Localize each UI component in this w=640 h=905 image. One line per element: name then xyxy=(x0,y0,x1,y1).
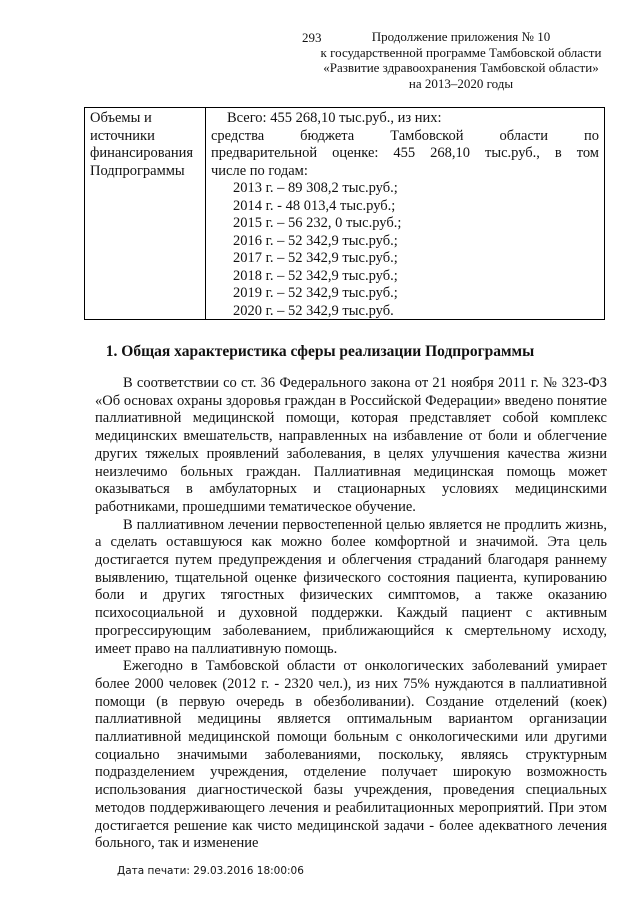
financing-label-line: Объемы и xyxy=(90,110,152,126)
year-amount-item: 2017 г. – 52 342,9 тыс.руб.; xyxy=(233,250,398,266)
appendix-header-line: к государственной программе Тамбовской области xyxy=(320,44,602,60)
year-amount-item: 2014 г. - 48 013,4 тыс.руб.; xyxy=(233,197,396,214)
financing-label-line: финансирования xyxy=(90,145,194,161)
body-paragraph: В соответствии со ст. 36 Федерального закона от 21 ноября 2011 г. № 323-ФЗ «Об основах охраны здоровья граждан в Российской Федерации» введено понятие паллиативной медицинской помощи, которая представляет собой комплекс медицинских вмешательств, направленных на избавление от боли и облегчение других тяжелых проявлений заболевания, в целях улучшения качества жизни неизлечимо больных граждан. Паллиативная медицинская помощь может оказываться в амбулаторных и стационарных условиях медицинскими работниками, прошедшими тематическое обучение. xyxy=(95,375,607,515)
year-amount-item: 2013 г. – 89 308,2 тыс.руб.; xyxy=(233,180,398,196)
body-paragraph: В паллиативном лечении первостепенной целью является не продлить жизнь, а сделать оставшуюся как можно более комфортной и значимой. Эта цель достигается путем предупреждения и облегчения страданий благодаря раннему выявлению, тщательной оценке физического состояния пациента, купированию боли и других тягостных физических симптомов, а также оказанию психосоциальной и духовной поддержки. Каждый пациент с активным прогрессирующим заболеванием, приближающийся к смертельному исходу, имеет право на паллиативную помощь. xyxy=(95,516,607,657)
body-text xyxy=(95,375,607,853)
appendix-header xyxy=(316,29,606,91)
appendix-header-line: на 2013–2020 годы xyxy=(408,75,514,91)
body-paragraph: Ежегодно в Тамбовской области от онкологических заболеваний умирает более 2000 человек (2012 г. - 2320 чел.), из них 75% нуждаются в паллиативной помощи (в первую очередь в обезболивании). Создание отделений (коек) паллиативной медицины является оптимальным вариантом организации паллиативной медицинской помощи больным с онкологическими или другими социально значимыми заболеваниями, поскольку, являясь структурным подразделением учреждения, отделение получает широкую возможность использования диагностической базы учреждения, проведения специальных методов поддерживающего лечения и реабилитационных мероприятий. При этом достигается решение как чисто медицинской задачи - более адекватного лечения больного, так и изменение xyxy=(95,658,607,852)
page-number: 293 xyxy=(302,30,322,45)
budget-source-line: предварительной оценке: 455 268,10 тыс.руб., в том xyxy=(211,145,599,161)
financing-label-cell xyxy=(90,110,204,180)
print-date: Дата печати: 29.03.2016 18:00:06 xyxy=(117,865,304,877)
yearly-amounts-list xyxy=(211,180,599,320)
financing-table xyxy=(84,107,605,320)
year-amount-item: 2019 г. – 52 342,9 тыс.руб.; xyxy=(233,285,398,301)
year-amount-item: 2018 г. – 52 342,9 тыс.руб.; xyxy=(233,267,398,284)
section-title: 1. Общая характеристика сферы реализации Подпрограммы xyxy=(105,343,535,360)
financing-total: Всего: 455 268,10 тыс.руб., из них: xyxy=(227,110,442,126)
year-amount-item: 2015 г. – 56 232, 0 тыс.руб.; xyxy=(233,215,402,231)
appendix-header-line: Продолжение приложения № 10 xyxy=(371,29,551,44)
financing-label-line: Подпрограммы xyxy=(90,162,185,179)
financing-content-cell xyxy=(211,110,599,320)
appendix-header-line: «Развитие здравоохранения Тамбовской области» xyxy=(323,60,599,75)
year-amount-item: 2016 г. – 52 342,9 тыс.руб.; xyxy=(233,232,398,249)
budget-source-line: числе по годам: xyxy=(211,162,308,179)
financing-label-line: источники xyxy=(90,127,155,144)
table-column-divider xyxy=(205,108,206,319)
budget-source-line: средства бюджета Тамбовской области по xyxy=(211,127,599,144)
year-amount-item: 2020 г. – 52 342,9 тыс.руб. xyxy=(233,302,394,319)
